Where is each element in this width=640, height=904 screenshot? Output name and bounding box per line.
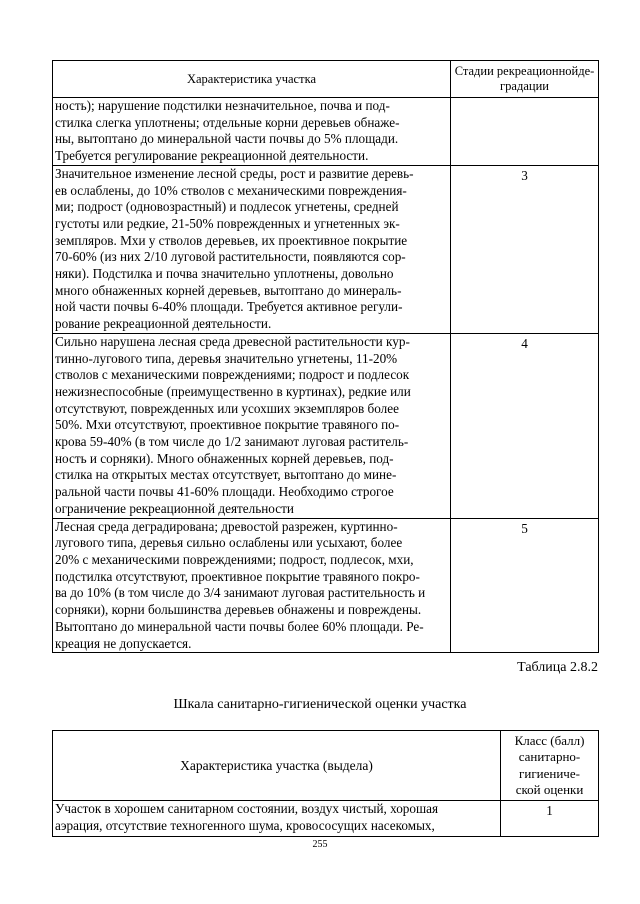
page-number: 255 xyxy=(312,839,328,850)
row-class: 1 xyxy=(501,801,599,837)
table-row xyxy=(53,801,599,837)
header-characteristic: Характеристика участка (выдела) xyxy=(53,731,501,801)
table-row xyxy=(53,165,599,333)
table-row xyxy=(53,98,599,166)
recreational-degradation-table xyxy=(52,60,599,653)
row-description: Значительное изменение лесной среды, рост и развитие деревь- ев ослаблены, до 10% стволов с механическими повреждения- ми; подрост (одновозрастный) и подлесок угнетены, средней густоты или редкие, 21-50% поврежденных и угнетенных эк- земпляров. Мхи у стволов деревьев, их проективное покрытие 70-60% (из них 2/10 луговой растительности, появляются сор- няки). Подстилка и почва значительно уплотнены, довольно много обнаженных корней деревьев, вытоптано до минераль- ной части почвы 6-40% площади. Требуется активное регули- рование рекреационной деятельности. xyxy=(53,165,451,333)
table-row xyxy=(53,333,599,518)
table-number: Таблица 2.8.2 xyxy=(517,660,598,675)
header-stages: Стадии рекреационнойде- градации xyxy=(451,61,599,98)
row-stage xyxy=(451,98,599,166)
row-stage: 5 xyxy=(451,518,599,653)
row-description: Лесная среда деградирована; древостой разрежен, куртинно- лугового типа, деревья сильно ослаблены или усыхают, более 20% с механическими повреждениями; подрост, подлесок, мхи, подстилка отсутствуют, проективное покрытие травяного покро- ва до 10% (в том числе до 3/4 занимают луговая растительность и сорняки), корни большинства деревьев обнажены и повреждены. Вытоптано до минеральной части почвы более 60% площади. Ре- креация не допускается. xyxy=(53,518,451,653)
row-stage: 3 xyxy=(451,165,599,333)
sanitary-hygienic-scale-table xyxy=(52,730,599,837)
row-description: ность); нарушение подстилки незначительное, почва и под- стилка слегка уплотнены; отдельные корни деревьев обнаже- ны, вытоптано до минеральной части почвы до 5% площади. Требуется регулирование рекреационной деятельности. xyxy=(53,98,451,166)
row-stage: 4 xyxy=(451,333,599,518)
table-title: Шкала санитарно-гигиенической оценки участка xyxy=(173,697,467,712)
table-header-row xyxy=(53,61,599,98)
table-header-row xyxy=(53,731,599,801)
header-class: Класс (балл) санитарно- гигиениче- ской оценки xyxy=(501,731,599,801)
header-characteristic: Характеристика участка xyxy=(53,61,451,98)
row-description: Участок в хорошем санитарном состоянии, воздух чистый, хорошая аэрация, отсутствие техногенного шума, кровососущих насекомых, xyxy=(53,801,501,837)
table-row xyxy=(53,518,599,653)
row-description: Сильно нарушена лесная среда древесной растительности кур- тинно-лугового типа, деревья значительно угнетены, 11-20% стволов с механическими повреждениями; подрост и подлесок нежизнеспособные (преимущественно в куртинах), редкие или отсутствуют, поврежденных или усохших экземпляров более 50%. Мхи отсутствуют, проективное покрытие травяного по- крова 59-40% (в том числе до 1/2 занимают луговая раститель- ность и сорняки). Много обнаженных корней деревьев, под- стилка на открытых местах отсутствует, вытоптано до мине- ральной части почвы 41-60% площади. Необходимо строгое ограничение рекреационной деятельности xyxy=(53,333,451,518)
